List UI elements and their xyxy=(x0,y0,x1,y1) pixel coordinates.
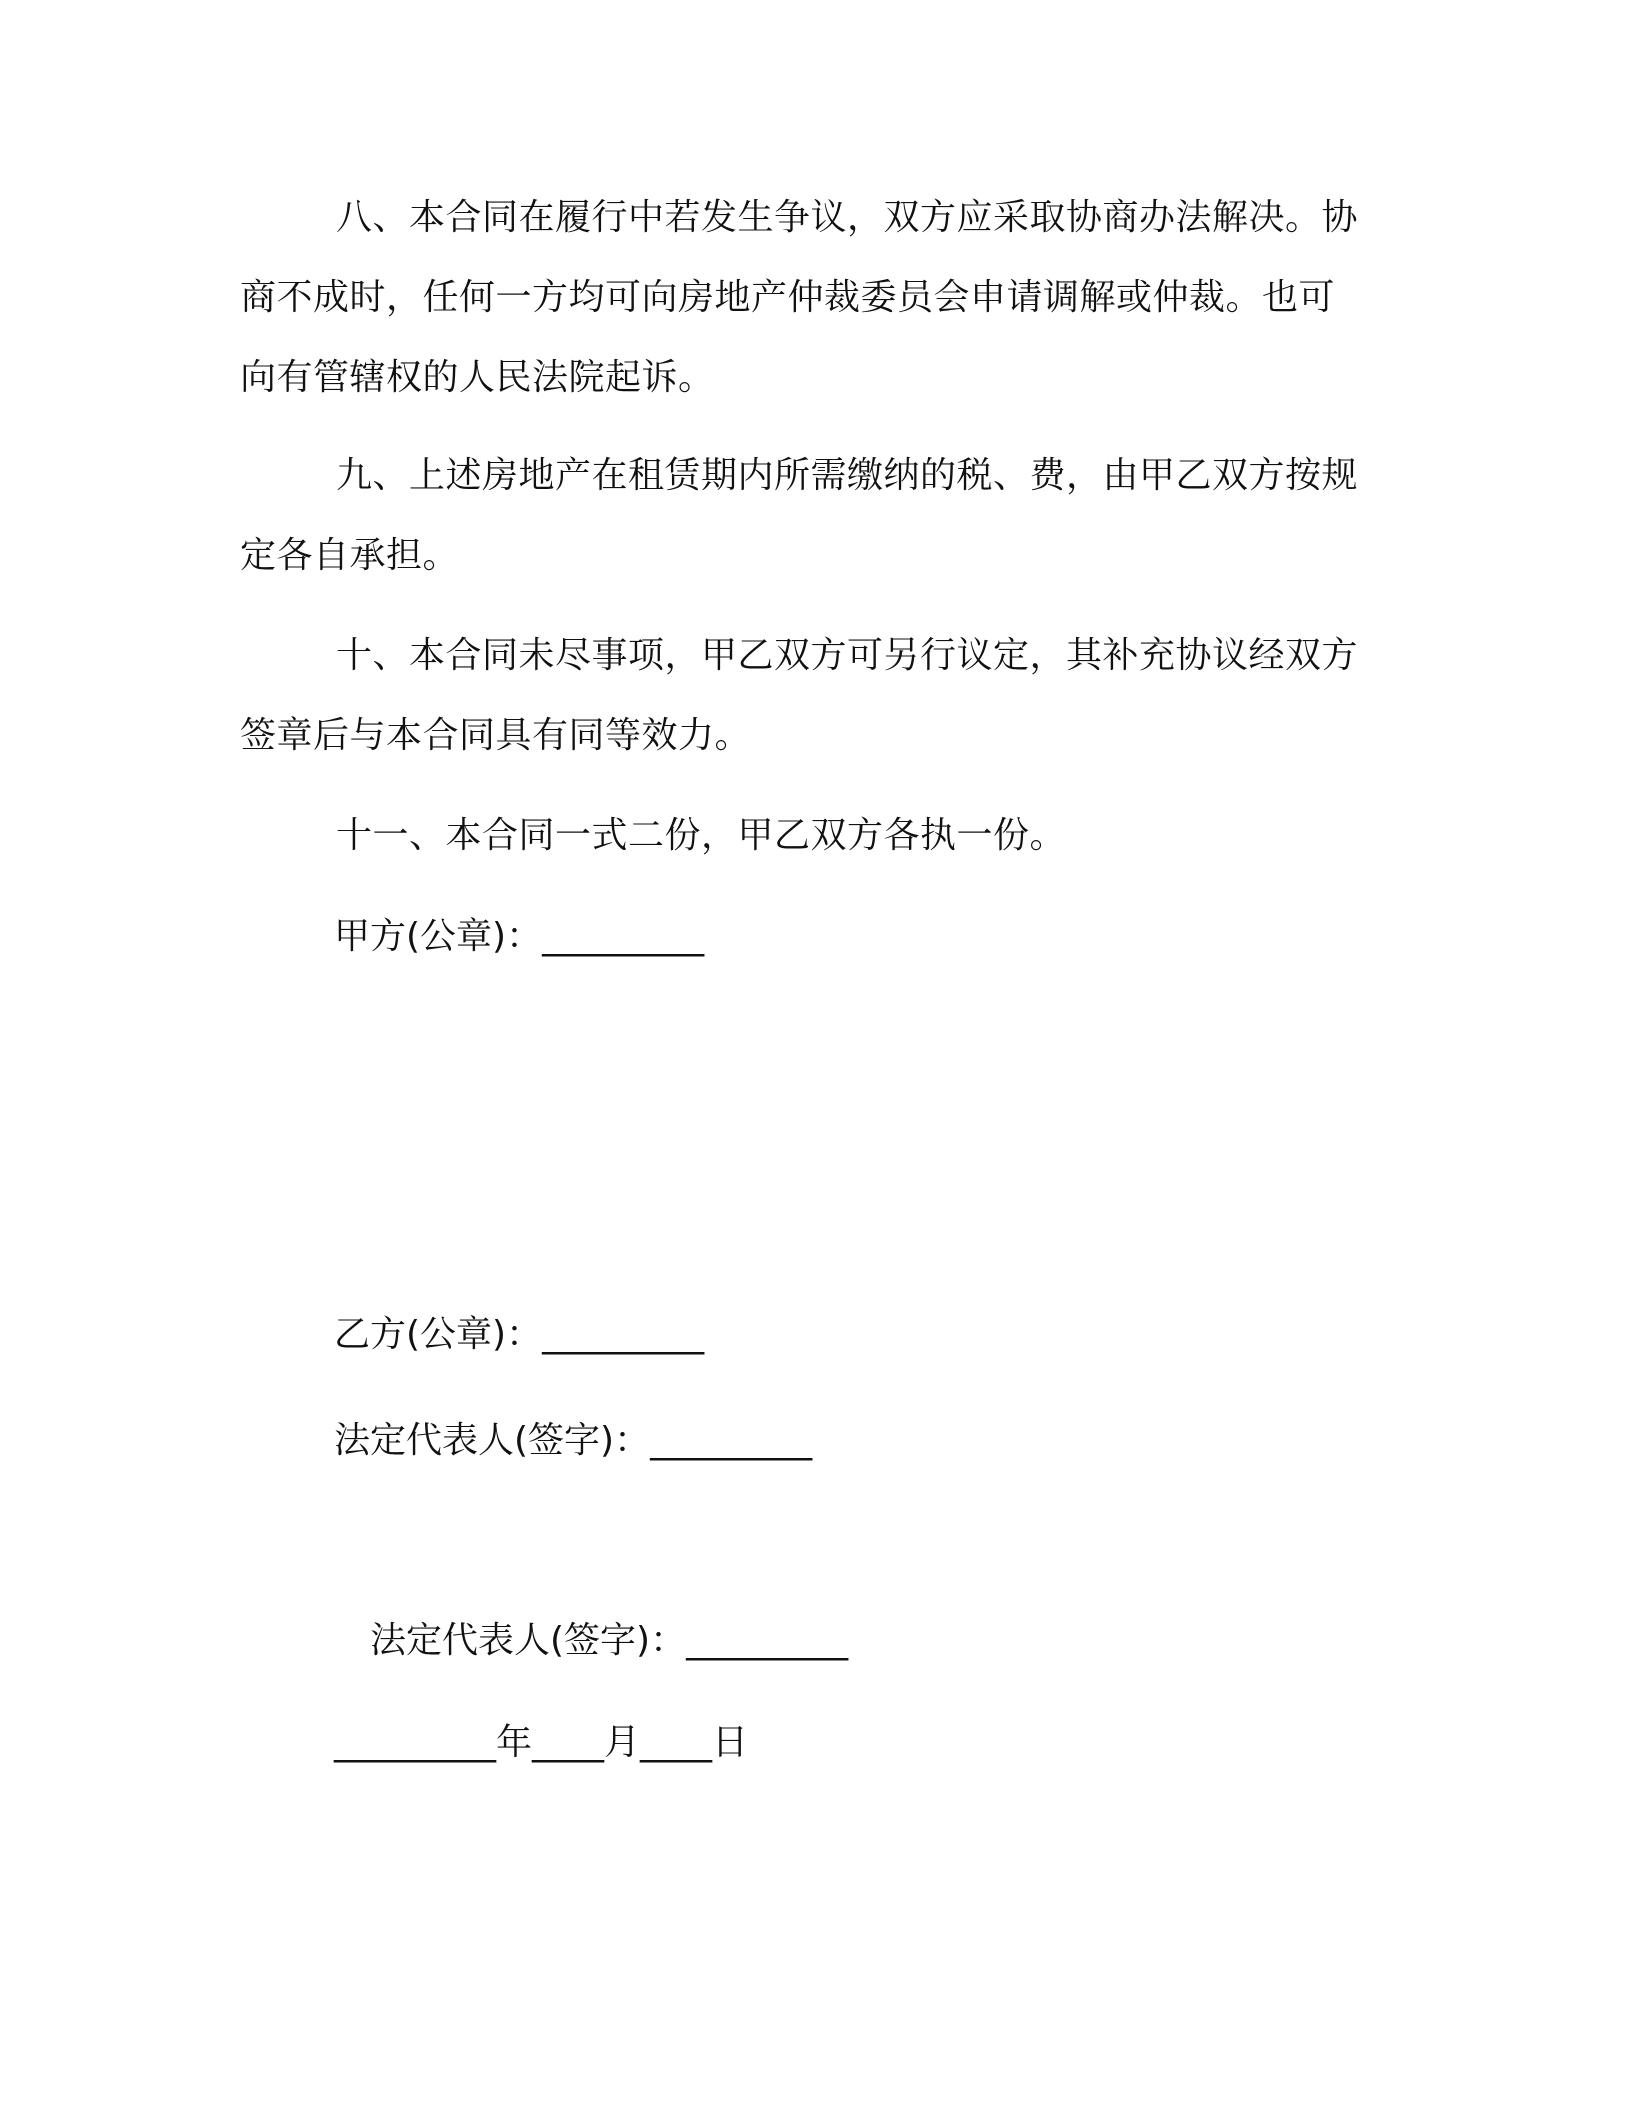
legal-representative-signature-line: 法定代表人(签字)：_________ xyxy=(334,1420,813,1461)
date-line: _________年____月____日 xyxy=(334,1722,748,1763)
clause-9: 九、上述房地产在租赁期内所需缴纳的税、费，由甲乙双方按规定各自承担。 xyxy=(240,455,1359,576)
party-a-seal-line: 甲方(公章)：_________ xyxy=(334,916,705,957)
clause-11: 十一、本合同一式二份，甲乙双方各执一份。 xyxy=(336,815,1067,856)
party-b-seal-line: 乙方(公章)：_________ xyxy=(334,1314,705,1355)
clause-10: 十、本合同未尽事项，甲乙双方可另行议定，其补充协议经双方签章后与本合同具有同等效力。 xyxy=(240,635,1359,756)
clause-8: 八、本合同在履行中若发生争议，双方应采取协商办法解决。协商不成时，任何一方均可向房地产仲裁委员会申请调解或仲裁。也可向有管辖权的人民法院起诉。 xyxy=(240,197,1359,398)
legal-representative-signature-line-2: 法定代表人(签字)：_________ xyxy=(370,1620,849,1661)
